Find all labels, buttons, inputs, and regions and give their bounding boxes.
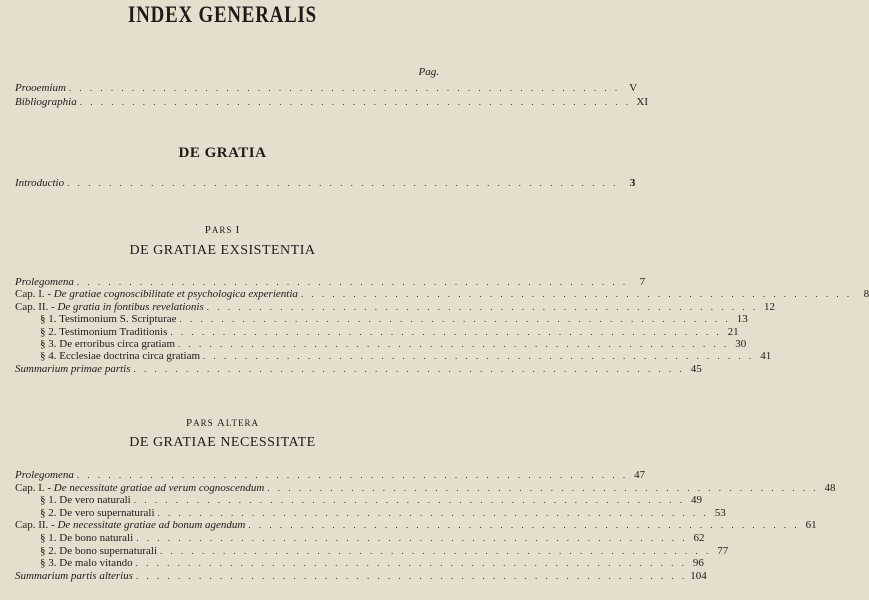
entry-chapter-number: § 4. [40, 350, 57, 363]
entry-label: Introductio [15, 177, 65, 189]
toc-entry [15, 362, 702, 375]
entry-page: V [629, 82, 638, 94]
toc-entry [15, 288, 869, 301]
entry-label [15, 301, 204, 313]
entry-page: 53 [714, 506, 726, 519]
entry-label [15, 482, 264, 494]
entry-title: Summarium partis alterius [15, 569, 133, 582]
entry-label [15, 469, 74, 481]
entry-title: De gratia in fontibus revelationis [57, 300, 204, 313]
dot-leader: . . . . . . . . . . . . . . . . . . . . . . . . . . . . . . . . . . . . . . . . . . . . . . . . . . . . . [170, 326, 722, 337]
entry-title: Testimonium S. Scripturae [59, 313, 177, 326]
entry-title: De necessitate gratiae ad bonum agendum [57, 519, 246, 532]
entry-page: 12 [763, 300, 775, 313]
entry-title: De gratiae cognoscibilitate et psychologica experientia [53, 288, 298, 301]
entry-label [15, 288, 298, 300]
entry-chapter-number: § 2. [40, 325, 57, 338]
toc-entry [40, 494, 702, 507]
entry-chapter-number: § 3. [40, 338, 57, 350]
entry-label [15, 570, 133, 582]
dot-leader: . . . . . . . . . . . . . . . . . . . . . . . . . . . . . . . . . . . . . . . . . . . . . . . . . . . . . [68, 83, 621, 93]
entry-page: 45 [690, 362, 702, 375]
dot-leader: . . . . . . . . . . . . . . . . . . . . . . . . . . . . . . . . . . . . . . . . . . . . . . . . . . . . . [203, 351, 755, 362]
entry-label [15, 519, 245, 531]
dot-leader: . . . . . . . . . . . . . . . . . . . . . . . . . . . . . . . . . . . . . . . . . . . . . . . . . . . . . [248, 520, 800, 531]
entry-page: 13 [736, 313, 748, 326]
entry-label [40, 507, 155, 519]
entry-chapter-number: Cap. II. - [15, 519, 55, 532]
entry-title: De bono supernaturali [59, 544, 157, 557]
toc-entry [40, 557, 704, 570]
dot-leader: . . . . . . . . . . . . . . . . . . . . . . . . . . . . . . . . . . . . . . . . . . . . . . . . . . . . . [67, 178, 619, 188]
entry-chapter-number: § 3. [40, 557, 57, 570]
entry-title: De erroribus circa gratiam [59, 338, 175, 350]
dot-leader: . . . . . . . . . . . . . . . . . . . . . . . . . . . . . . . . . . . . . . . . . . . . . . . . . . . . . [157, 507, 709, 518]
entry-title: De vero naturali [59, 494, 131, 507]
entry-label [40, 545, 157, 557]
entry-label [15, 363, 131, 375]
dot-leader: . . . . . . . . . . . . . . . . . . . . . . . . . . . . . . . . . . . . . . . . . . . . . . . . . . . . . [160, 545, 712, 556]
toc-entry [15, 481, 836, 494]
entry-page: 21 [727, 325, 739, 338]
dot-leader: . . . . . . . . . . . . . . . . . . . . . . . . . . . . . . . . . . . . . . . . . . . . . . . . . . . . . [178, 339, 730, 349]
toc-entry [40, 325, 739, 338]
toc-entry [40, 350, 772, 363]
toc-entry-introductio [15, 177, 636, 189]
entry-page: 47 [634, 469, 646, 481]
toc-entry [40, 313, 748, 326]
entry-title: Prolegomena [15, 276, 74, 288]
toc-entry [40, 338, 747, 350]
toc-entry [15, 300, 775, 313]
entry-page: 3 [629, 177, 636, 189]
entry-chapter-number: Cap. I. - [15, 288, 52, 301]
dot-leader: . . . . . . . . . . . . . . . . . . . . . . . . . . . . . . . . . . . . . . . . . . . . . . . . . . . . . [76, 277, 629, 287]
entry-title: Testimonium Traditionis [59, 325, 168, 338]
toc-entry [40, 532, 705, 544]
entry-label [40, 326, 167, 338]
dot-leader: . . . . . . . . . . . . . . . . . . . . . . . . . . . . . . . . . . . . . . . . . . . . . . . . . . . . . [267, 482, 819, 493]
toc-entry [15, 519, 817, 532]
dot-leader: . . . . . . . . . . . . . . . . . . . . . . . . . . . . . . . . . . . . . . . . . . . . . . . . . . . . . [179, 314, 731, 325]
entry-chapter-number: § 2. [40, 506, 57, 519]
entry-chapter-number: § 1. [40, 494, 57, 507]
toc-entry-prooemium [15, 82, 638, 94]
entry-title: Prolegomena [15, 469, 74, 481]
entry-label [40, 532, 133, 544]
page-title: INDEX GENERALIS [128, 2, 317, 27]
toc-entry [15, 569, 707, 582]
dot-leader: . . . . . . . . . . . . . . . . . . . . . . . . . . . . . . . . . . . . . . . . . . . . . . . . . . . . . [135, 558, 687, 569]
entry-page: 41 [760, 350, 772, 363]
entry-page: 61 [805, 519, 817, 532]
entry-label: Prooemium [15, 82, 66, 94]
entry-title: De vero supernaturali [59, 506, 155, 519]
entry-label [40, 494, 131, 506]
part-label: PARS ALTERA [185, 417, 260, 429]
part-label: PARS I [204, 224, 241, 236]
entry-page: 62 [693, 532, 705, 544]
entry-page: 77 [717, 544, 729, 557]
part-title: DE GRATIAE NECESSITATE [129, 435, 316, 450]
entry-title: De malo vitando [59, 557, 133, 570]
toc-entry [40, 544, 729, 557]
dot-leader: . . . . . . . . . . . . . . . . . . . . . . . . . . . . . . . . . . . . . . . . . . . . . . . . . . . . . [133, 495, 685, 506]
entry-title: De necessitate gratiae ad verum cognoscendum [53, 481, 265, 494]
page-column-label: Pag. [418, 66, 439, 78]
dot-leader: . . . . . . . . . . . . . . . . . . . . . . . . . . . . . . . . . . . . . . . . . . . . . . . . . . . . . [79, 97, 631, 107]
entry-page: 48 [824, 481, 836, 494]
part-title: DE GRATIAE EXSISTENTIA [129, 243, 316, 258]
dot-leader: . . . . . . . . . . . . . . . . . . . . . . . . . . . . . . . . . . . . . . . . . . . . . . . . . . . . . [135, 570, 688, 581]
dot-leader: . . . . . . . . . . . . . . . . . . . . . . . . . . . . . . . . . . . . . . . . . . . . . . . . . . . . . [133, 363, 685, 374]
entry-label [15, 276, 74, 288]
entry-chapter-number: Cap. I. - [15, 481, 52, 494]
dot-leader: . . . . . . . . . . . . . . . . . . . . . . . . . . . . . . . . . . . . . . . . . . . . . . . . . . . . . [136, 533, 688, 543]
entry-page: 8 [863, 288, 869, 301]
section-title: DE GRATIA [178, 145, 267, 161]
dot-leader: . . . . . . . . . . . . . . . . . . . . . . . . . . . . . . . . . . . . . . . . . . . . . . . . . . . . . [76, 470, 629, 480]
dot-leader: . . . . . . . . . . . . . . . . . . . . . . . . . . . . . . . . . . . . . . . . . . . . . . . . . . . . . [300, 289, 853, 300]
entry-chapter-number: § 2. [40, 544, 57, 557]
entry-chapter-number: § 1. [40, 532, 57, 544]
entry-page: 7 [639, 276, 646, 288]
entry-label [40, 350, 200, 362]
entry-title: Summarium primae partis [15, 362, 131, 375]
entry-title: De bono naturali [59, 532, 134, 544]
entry-page: 104 [690, 569, 707, 582]
entry-label [40, 338, 175, 350]
entry-page: XI [636, 96, 648, 108]
entry-page: 30 [735, 338, 747, 350]
toc-entry-bibliographia [15, 96, 648, 108]
toc-entry [40, 506, 726, 519]
entry-label: Bibliographia [15, 96, 77, 108]
toc-entry [15, 276, 646, 288]
entry-chapter-number: § 1. [40, 313, 57, 326]
entry-title: Ecclesiae doctrina circa gratiam [59, 350, 201, 363]
dot-leader: . . . . . . . . . . . . . . . . . . . . . . . . . . . . . . . . . . . . . . . . . . . . . . . . . . . . . [206, 301, 758, 312]
entry-label [40, 313, 177, 325]
entry-label [40, 557, 133, 569]
entry-page: 49 [690, 494, 702, 507]
toc-entry [15, 469, 646, 481]
entry-chapter-number: Cap. II. - [15, 300, 55, 313]
entry-page: 96 [692, 557, 704, 570]
